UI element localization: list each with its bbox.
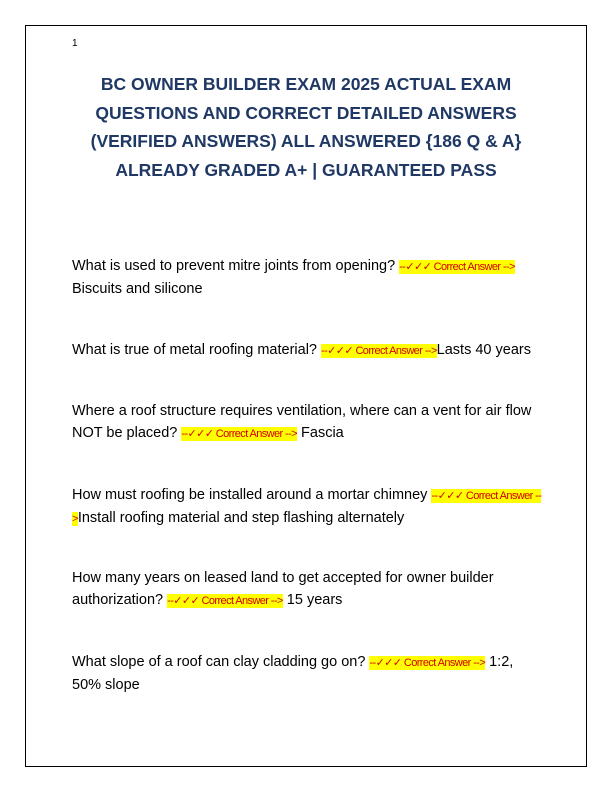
title-line: ALREADY GRADED A+ | GUARANTEED PASS: [115, 159, 497, 180]
qa-item: [72, 400, 542, 445]
qa-item: [72, 484, 542, 530]
title-line: (VERIFIED ANSWERS) ALL ANSWERED {186 Q & A}: [90, 131, 522, 151]
question-text: What is used to prevent mitre joints from opening?: [72, 258, 396, 274]
correct-answer-tag: --✓✓✓ Correct Answer -->: [369, 657, 486, 669]
answer-text: Fascia: [301, 425, 344, 441]
question-text: How many years on leased land to get accepted for owner builder authorization?: [72, 570, 494, 608]
answer-text: 1:2, 50% slope: [72, 654, 514, 693]
title-line: BC OWNER BUILDER EXAM 2025 ACTUAL EXAM: [100, 74, 512, 94]
answer-text: Biscuits and silicone: [72, 281, 203, 297]
qa-item: [72, 567, 542, 612]
document-title: [60, 70, 552, 184]
correct-answer-tag: --✓✓✓ Correct Answer -->: [167, 595, 283, 607]
qa-item: [72, 651, 542, 696]
correct-answer-tag: --✓✓✓ Correct Answer -->: [181, 428, 297, 440]
answer-text: Install roofing material and step flashing alternately: [77, 510, 405, 526]
question-text: Where a roof structure requires ventilation, where can a vent for air flow NOT be placed?: [72, 403, 532, 441]
question-text: What is true of metal roofing material?: [72, 342, 317, 358]
qa-item: [72, 339, 542, 362]
correct-answer-tag: --✓✓✓ Correct Answer -->: [321, 345, 437, 357]
correct-answer-tag: --✓✓✓ Correct Answer -->: [399, 261, 515, 273]
question-text: What slope of a roof can clay cladding go on?: [72, 654, 366, 670]
question-text: How must roofing be installed around a mortar chimney: [72, 487, 428, 503]
correct-answer-tag: --✓✓✓ Correct Answer -->: [72, 490, 542, 525]
page-number: 1: [72, 38, 78, 49]
qa-item: [72, 255, 542, 300]
answer-text: Lasts 40 years: [436, 342, 531, 358]
answer-text: 15 years: [286, 592, 343, 608]
title-line: QUESTIONS AND CORRECT DETAILED ANSWERS: [95, 102, 517, 123]
